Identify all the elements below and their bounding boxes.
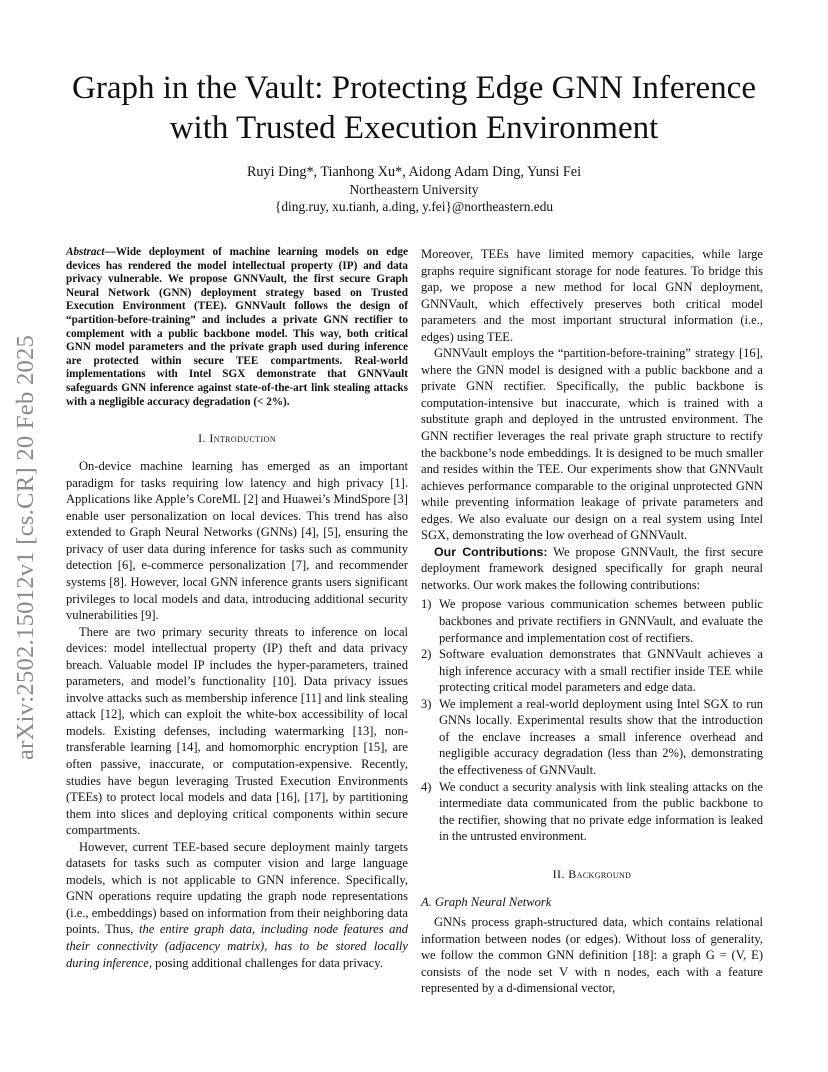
contribution-text: We propose various communication schemes between public backbones and private rectifiers in GNNVault, and evaluate the performance and implementation cost of rectifiers. — [439, 597, 763, 645]
intro-paragraph-3-start: However, current TEE-based secure deployment mainly targets datasets for tasks such as computer vision and large language models, which is not applicable to GNN inference. Specifically, GNN operations require updating the graph node representations (i.e., embeddings) based on information from their neighboring data points. Thus, — [66, 839, 408, 937]
contribution-number: 1) — [421, 597, 432, 612]
right-column — [421, 246, 763, 997]
contributions-intro: We propose GNNVault, the first secure deployment framework designed specifically for graph neural networks. Our work makes the following contributions: — [421, 544, 764, 592]
contribution-text: Software evaluation demonstrates that GNNVault achieves a high inference accuracy with a small rectifier inside TEE while protecting critical model parameters and edge data. — [439, 647, 763, 695]
intro-paragraph-3 — [66, 839, 408, 971]
intro-paragraph-4: GNNVault employs the “partition-before-training” strategy [16], where the GNN model is designed with a public backbone and a private GNN rectifier. Specifically, the public backbone is computation-intensive but inaccurate, which is trained with a substitute graph and deployed in the untrusted environment. The GNN rectifier leverages the real private graph structure to rectify the backbone’s node embeddings. It is designed to be much smaller and resides within the TEE. Our experiments show that GNNVault achieves performance comparable to the original unprotected GNN while preventing information leakage of private parameters and edges. We also evaluate our design on a real system using Intel SGX, demonstrating the low overhead of GNNVault. — [421, 346, 763, 543]
arxiv-identifier: arXiv:2502.15012v1 [cs.CR] 20 Feb 2025 — [12, 334, 39, 760]
subsection-heading-gnn: A. Graph Neural Network — [421, 894, 552, 909]
section-heading-background — [421, 867, 763, 882]
intro-paragraph-3-continued: Moreover, TEEs have limited memory capacities, while large graphs require significant storage for node features. To bridge this gap, we propose a new method for local GNN deployment, GNNVault, which effectively preserves both critical model parameters and the most important structural information (i.e., edges) using TEE. — [421, 247, 763, 344]
contribution-number: 3) — [421, 696, 432, 711]
section-title: Background — [568, 866, 632, 881]
intro-paragraph-3-end: , posing additional challenges for data privacy. — [148, 955, 383, 970]
section-title: Introduction — [209, 431, 276, 446]
contributions-label: Our Contributions: — [434, 544, 548, 559]
abstract — [66, 246, 408, 409]
intro-paragraph-1: On-device machine learning has emerged as an important paradigm for tasks requiring low latency and high privacy [1]. Applications like Apple’s CoreML [2] and Huawei’s MindSpore [3] enable user personalization on local devices. This trend has also extended to Graph Neural Networks (GNNs) [4], [5], ensuring the privacy of user data during inference for tasks such as community detection [6], e-commerce personalization [7], and recommender systems [8]. However, local GNN inference grants users significant privileges to local models and data, introducing additional security vulnerabilities [9]. — [66, 459, 408, 623]
section-number: II. — [552, 866, 565, 881]
intro-paragraph-3-italic: the entire graph data, including node features and their connectivity (adjacency matrix), has to be stored locally during inference — [66, 922, 408, 970]
contribution-number: 2) — [421, 647, 432, 662]
intro-paragraph-2: There are two primary security threats to inference on local devices: model intellectual property (IP) theft and data privacy breach. Valuable model IP includes the hyper-parameters, trained parameters, and model’s functionality [10]. Data privacy issues involve attacks such as membership inference [11] and link stealing attack [12], which can exploit the white-box accessibility of local models. Existing defenses, including watermarking [13], non-transferable learning [14], and homomorphic encryption [15], are often passive, inaccurate, or computation-expensive. Recently, studies have begun leveraging Trusted Execution Environments (TEEs) to protect local models and data [16], [17], by partitioning them into slices and deploying critical components within secure compartments. — [66, 624, 408, 838]
paper-title — [40, 68, 788, 148]
abstract-text: —Wide deployment of machine learning models on edge devices has rendered the model intellectual property (IP) and data privacy vulnerable. We propose GNNVault, the first secure Graph Neural Network (GNN) deployment strategy based on Trusted Execution Environment (TEE). GNNVault follows the design of “partition-before-training” and includes a private GNN rectifier to complement with a public backbone model. This way, both critical GNN model parameters and the private graph used during inference are protected within secure TEE compartments. Real-world implementations with Intel SGX demonstrate that GNNVault safeguards GNN inference against state-of-the-art link stealing attacks with a negligible accuracy degradation (< 2%). — [66, 246, 408, 408]
section-heading-introduction — [66, 431, 408, 446]
contribution-item — [421, 779, 763, 845]
contribution-item — [421, 596, 763, 646]
contributions-paragraph — [421, 544, 763, 594]
authors: Ruyi Ding*, Tianhong Xu*, Aidong Adam Ding, Yunsi Fei — [246, 164, 582, 180]
title-line-2: with Trusted Execution Environment — [169, 110, 659, 146]
left-column — [66, 246, 408, 971]
abstract-label: Abstract — [66, 246, 105, 258]
affiliation: Northeastern University — [349, 182, 479, 197]
contributions-list — [421, 596, 763, 844]
contribution-text: We conduct a security analysis with link stealing attacks on the intermediate data communicated from the public backbone to the rectifier, showing that no private edge information is leaked in the untrusted environment. — [439, 779, 763, 844]
background-paragraph-1: GNNs process graph-structured data, which contains relational information between nodes (or edges). Without loss of generality, we follow the common GNN definition [18]: a graph G = (V, E) consists of the node set V with n nodes, each with a feature represented by a d-dimensional vector, — [421, 915, 763, 996]
title-line-1: Graph in the Vault: Protecting Edge GNN Inference — [72, 70, 756, 106]
emails: {ding.ruy, xu.tianh, a.ding, y.fei}@northeastern.edu — [274, 199, 554, 214]
contribution-number: 4) — [421, 779, 432, 794]
section-number: I. — [198, 431, 206, 446]
contribution-text: We implement a real-world deployment using Intel SGX to run GNNs locally. Experimental results show that the introduction of the enclave increases a small inference overhead and negligible accuracy degradation (less than 2%), demonstrating the effectiveness of GNNVault. — [439, 696, 763, 777]
contribution-item — [421, 696, 763, 779]
contribution-item — [421, 646, 763, 696]
